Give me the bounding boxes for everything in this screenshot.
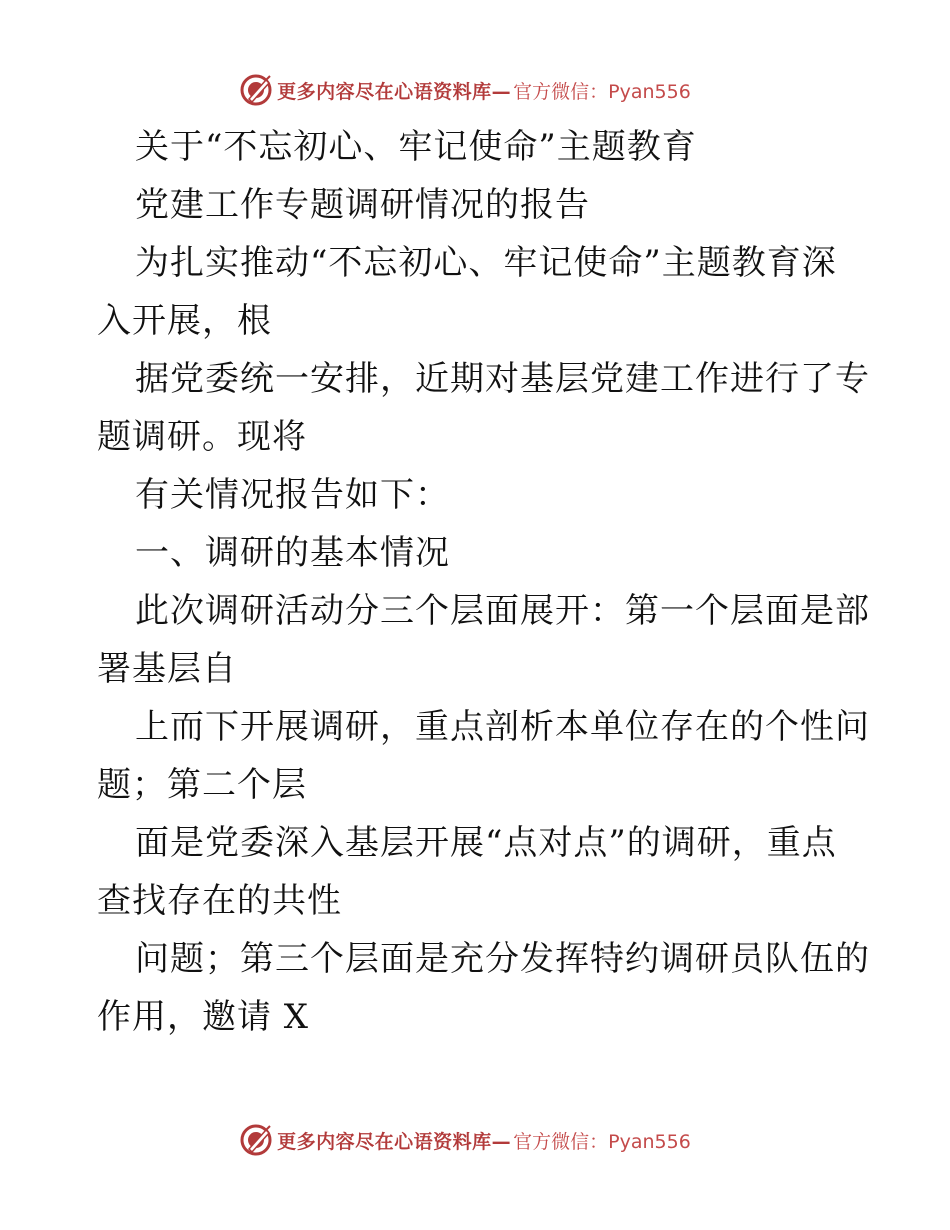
doc-paragraph-line: 题调研。现将 xyxy=(97,417,307,457)
doc-title-line-1: 关于“不忘初心、牢记使命”主题教育 xyxy=(135,127,697,167)
doc-paragraph-line: 面是党委深入基层开展“点对点”的调研，重点 xyxy=(135,823,837,863)
doc-paragraph-line: 入开展，根 xyxy=(97,301,272,341)
banner-text: 更多内容尽在心语资料库— xyxy=(277,80,512,103)
header-banner-content xyxy=(239,73,711,107)
header-banner xyxy=(0,70,950,110)
doc-paragraph-line: 作用，邀请 X xyxy=(97,997,310,1037)
doc-paragraph-line: 问题；第三个层面是充分发挥特约调研员队伍的 xyxy=(135,939,870,979)
doc-paragraph-line: 上而下开展调研，重点剖析本单位存在的个性问 xyxy=(135,707,870,747)
doc-paragraph-line: 署基层自 xyxy=(97,649,237,689)
pen-seal-logo-icon xyxy=(239,1123,273,1157)
doc-paragraph-line: 题；第二个层 xyxy=(97,765,307,805)
footer-banner-content xyxy=(239,1123,711,1157)
document-body xyxy=(97,118,870,1046)
doc-paragraph-line: 此次调研活动分三个层面展开：第一个层面是部 xyxy=(135,591,870,631)
doc-title-line-2: 党建工作专题调研情况的报告 xyxy=(135,185,590,225)
pen-seal-logo-icon xyxy=(239,73,273,107)
doc-paragraph-line: 据党委统一安排，近期对基层党建工作进行了专 xyxy=(135,359,870,399)
doc-paragraph-line: 为扎实推动“不忘初心、牢记使命”主题教育深 xyxy=(135,243,837,283)
banner-wechat: 官方微信：Pyan556 xyxy=(513,80,691,103)
footer-banner xyxy=(0,1120,950,1160)
banner-text: 更多内容尽在心语资料库— xyxy=(277,1130,512,1153)
doc-paragraph-line: 查找存在的共性 xyxy=(97,881,342,921)
doc-section-heading: 一、调研的基本情况 xyxy=(135,533,450,573)
doc-paragraph-line: 有关情况报告如下： xyxy=(135,475,450,515)
banner-wechat: 官方微信：Pyan556 xyxy=(513,1130,691,1153)
